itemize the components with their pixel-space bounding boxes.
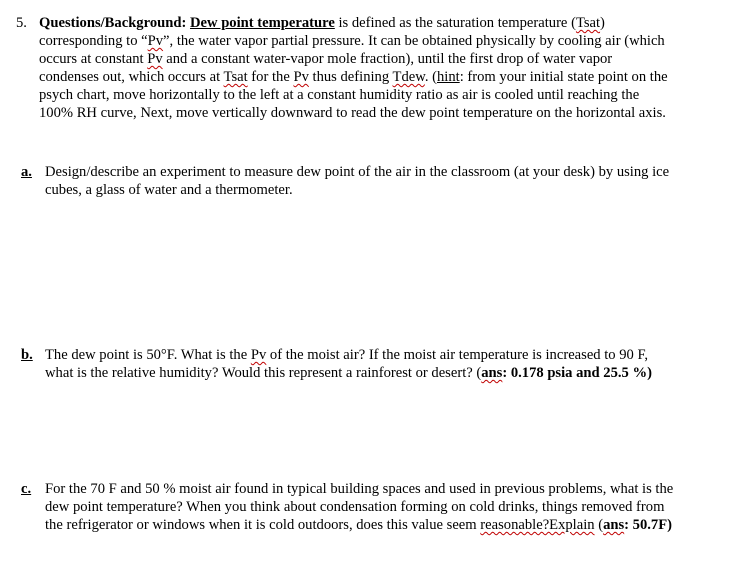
text-segment: the refrigerator or windows when it is cold outdoors, does this value seem [45,517,481,533]
text-segment: corresponding to “ [39,33,148,49]
part-b-line-1 [45,346,750,364]
text-segment: of the moist air? If the moist air temperature is increased to 90 F, [266,347,649,363]
part-a-label: a. [21,164,32,180]
text-segment: what is the relative humidity? Would this represent a rainforest or desert? ( [45,365,482,381]
text-segment: for the [247,69,294,85]
part-b-text [45,346,750,382]
answer-word: ans [481,365,503,381]
part-a-text [45,163,750,199]
text-segment: ( [594,517,604,533]
text-segment: is defined as the saturation temperature ( [334,15,576,31]
symbol-tsat: Tsat [575,15,601,31]
part-c-line-2: dew point temperature? When you think about condensation forming on cold drinks, things removed from [45,499,665,515]
symbol-pv: Pv [147,51,163,67]
text-segment: ) [600,15,605,31]
part-c-text [45,480,750,534]
part-a-line-1: Design/describe an experiment to measure dew point of the air in the classroom (at your desk) by using ice [45,164,670,180]
part-c-line-3 [45,516,750,534]
symbol-pv: Pv [147,33,164,49]
text-segment: : from your initial state point on the [459,69,668,85]
answer-word: ans [603,517,625,533]
part-b-line-2 [45,364,750,382]
symbol-pv: Pv [293,69,309,85]
question-line-5: psych chart, move horizontally to the left at a constant humidity ratio as air is cooled until reaching the [39,87,640,103]
part-c-label: c. [21,481,32,497]
question-line-2 [39,32,751,50]
part-b-label: b. [21,347,33,363]
text-segment: condenses out, which occurs at [39,69,224,85]
text-segment: . ( [424,69,437,85]
part-a-line-2: cubes, a glass of water and a thermometer. [45,182,293,198]
question-line-1 [39,14,751,32]
text-segment: thus defining [308,69,393,85]
answer-value: : 50.7F) [624,517,672,533]
symbol-tdew: Tdew [392,69,425,85]
symbol-tsat: Tsat [223,69,248,85]
hint-word: hint [436,69,460,85]
question-line-6: 100% RH curve, Next, move vertically downward to read the dew point temperature on the horizontal axis. [39,105,666,121]
part-c-line-1: For the 70 F and 50 % moist air found in typical building spaces and used in previous problems, what is the [45,481,674,497]
text-segment: occurs at constant [39,51,148,67]
text-segment: and a constant water-vapor mole fraction), until the first drop of water vapor [162,51,613,67]
text-segment: The dew point is 50°F. What is the [45,347,251,363]
question-heading: Questions/Background: [39,15,187,31]
symbol-pv: Pv [250,347,267,363]
flagged-phrase: reasonable?Explain [480,517,595,533]
defined-term: Dew point temperature [189,15,335,31]
question-background [39,14,751,122]
question-line-4 [39,68,751,86]
text-segment: ”, the water vapor partial pressure. It can be obtained physically by cooling air (which [163,33,665,49]
question-line-3 [39,50,751,68]
question-number: 5. [16,15,27,31]
answer-value: : 0.178 psia and 25.5 %) [502,365,652,381]
